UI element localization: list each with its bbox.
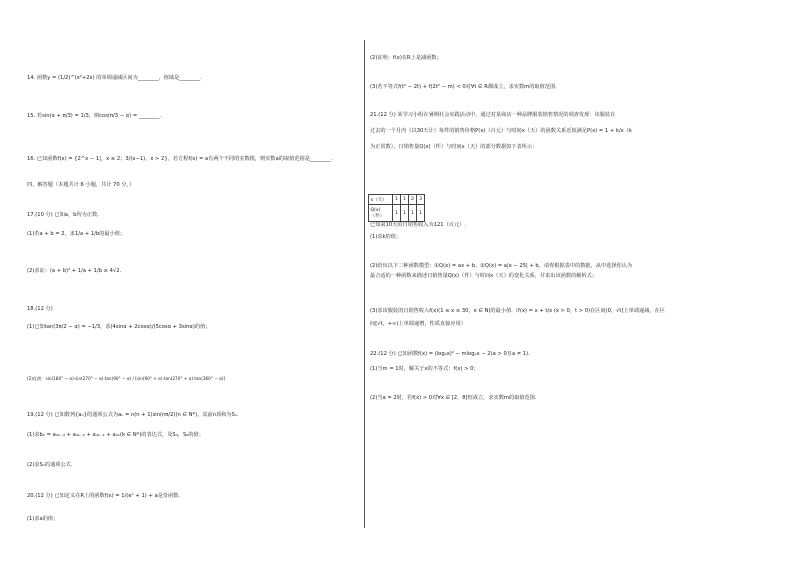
question-17: 17.(10 分) 已知a，b均为正数.: [27, 212, 99, 218]
section-heading: 四、解答题（本题共计 6 小题，共计 70 分，）: [27, 182, 135, 188]
table-cell: 1: [401, 195, 409, 205]
table-cell: 2: [409, 195, 417, 205]
question-18-part-2: (2)化简：sin(180° − α)·sin(270° − α)·tan(90° − α) / [sin(90° + α)·tan(270° + α)·tan(360° − α)]: [27, 376, 226, 381]
question-21-line-3: 为正常数），日销售量Q(x)（件）与时间x（天）的部分数据如下表所示：: [370, 144, 538, 150]
table-row: [369, 195, 425, 205]
question-21-part-1: (1)求k的值；: [370, 234, 402, 240]
question-17-part-2: (2)求证：(a + b)² + 1/a + 1/b ≥ 4√2.: [27, 268, 122, 274]
question-19: 19.(12 分) 已知数列{aₙ}的通项公式为aₙ = n(n + 1)sin(nπ/2)(n ∈ N*)，其前n项和为Sₙ.: [27, 412, 239, 418]
table-row: [369, 205, 425, 222]
question-21-part-2-line-1: (2)给出以下二种函数模型：①Q(x) = ax + b，②Q(x) = a|x − 25| + b，请你根据表中的数据，从中选择你认为: [370, 263, 633, 269]
question-21-part-3-line-2: 间[√t，+∞)上单调递增，性质直接应用）: [370, 321, 466, 327]
table-header-q: Q(x)（件）: [369, 205, 393, 222]
question-18: 18.(12 分): [27, 306, 53, 312]
table-header-x: x（天）: [369, 195, 393, 205]
question-21-part-3-line-1: (3)求该服装的日销售收入f(x)(1 ≤ x ≤ 30，x ∈ N)的最小值.（f(x) = x + t/x (x > 0，t > 0)在区间(0，√t]上单调递减，在区: [370, 308, 665, 314]
question-20: 20.(12 分) 已知定义在R上的函数f(x) = 1/(eˣ + 1) + a是奇函数.: [27, 493, 181, 499]
data-table: [368, 194, 425, 222]
question-17-part-1: (1)若a + b = 2，求1/a + 1/b的最小值；: [27, 231, 126, 237]
question-16: 16. 已知函数f(x) = {2^x − 1|，x ≤ 2；3/(x−1)，x > 2}，若方程f(x) = a有两个不同的实数根，则实数a的取值范围是________.: [27, 156, 333, 162]
question-19-part-2: (2)求Sₙ的通项公式.: [27, 462, 73, 468]
question-22-part-1: (1)当m = 1时，解关于x的不等式：f(x) > 0；: [370, 366, 479, 372]
table-cell: 1: [409, 205, 417, 222]
question-15: 15. 若sin(α + π/3) = 1/3，则cos(π/3 − α) = ________.: [27, 113, 162, 119]
table-cell: 1: [401, 205, 409, 222]
table-cell: 3: [417, 195, 425, 205]
question-18-part-1: (1)已知tan(3π/2 − α) = −1/3，求(4sinα + 2cosα)/(5cosα + 3sinα)的值；: [27, 324, 211, 330]
question-21-line-1: 21.(12 分) 某学习小组在暑期社会实践活动中，通过对某商店一种品牌服装销售情况的调查发现：该服装在: [370, 112, 616, 118]
question-14: 14. 函数y = (1/2)^(x²+2x) 的单调递减区间为________，值域是________.: [27, 75, 202, 81]
question-22-part-2: (2)当a = 2时，若f(x) > 0对∀x ∈ [2，8]恒成立，求实数m的取值范围.: [370, 395, 537, 401]
question-21-line-4: 已知第10天的日销售收入为121（百元）.: [370, 222, 466, 228]
table-cell: 1: [417, 205, 425, 222]
table-cell: 1: [393, 205, 401, 222]
question-22: 22.(12 分) 已知函数f(x) = (log₂x)² − mlog₂x − 2(a > 0且a ≠ 1).: [370, 351, 530, 357]
question-19-part-1: (1)求bₖ = a₄ₖ₋₃ + a₄ₖ₋₂ + a₄ₖ₋₁ + a₄ₖ(k ∈ N*)的表达式，及S₄，S₈的值；: [27, 432, 204, 438]
question-20-part-2: (2)证明：f(x)在R上是减函数；: [370, 55, 442, 61]
question-21-line-2: 过去的一个月内（以30天计）每件的销售价格P(x)（百元）与时间x（天）的函数关系近似满足P(x) = 1 + k/x（k: [370, 128, 632, 134]
column-divider: [364, 40, 365, 528]
question-20-part-1: (1)求a的值；: [27, 516, 59, 522]
question-20-part-3: (3)若不等式f(t² − 2t) + f(2t² − m) < 0对∀t ∈ R都成立，求实数m的取值范围.: [370, 84, 557, 90]
question-21-part-2-line-2: 最合适的一种函数来描述日销售量Q(x)（件）与时间x（天）的变化关系，并求出该函数的解析式；: [370, 273, 597, 279]
table-cell: 1: [393, 195, 401, 205]
